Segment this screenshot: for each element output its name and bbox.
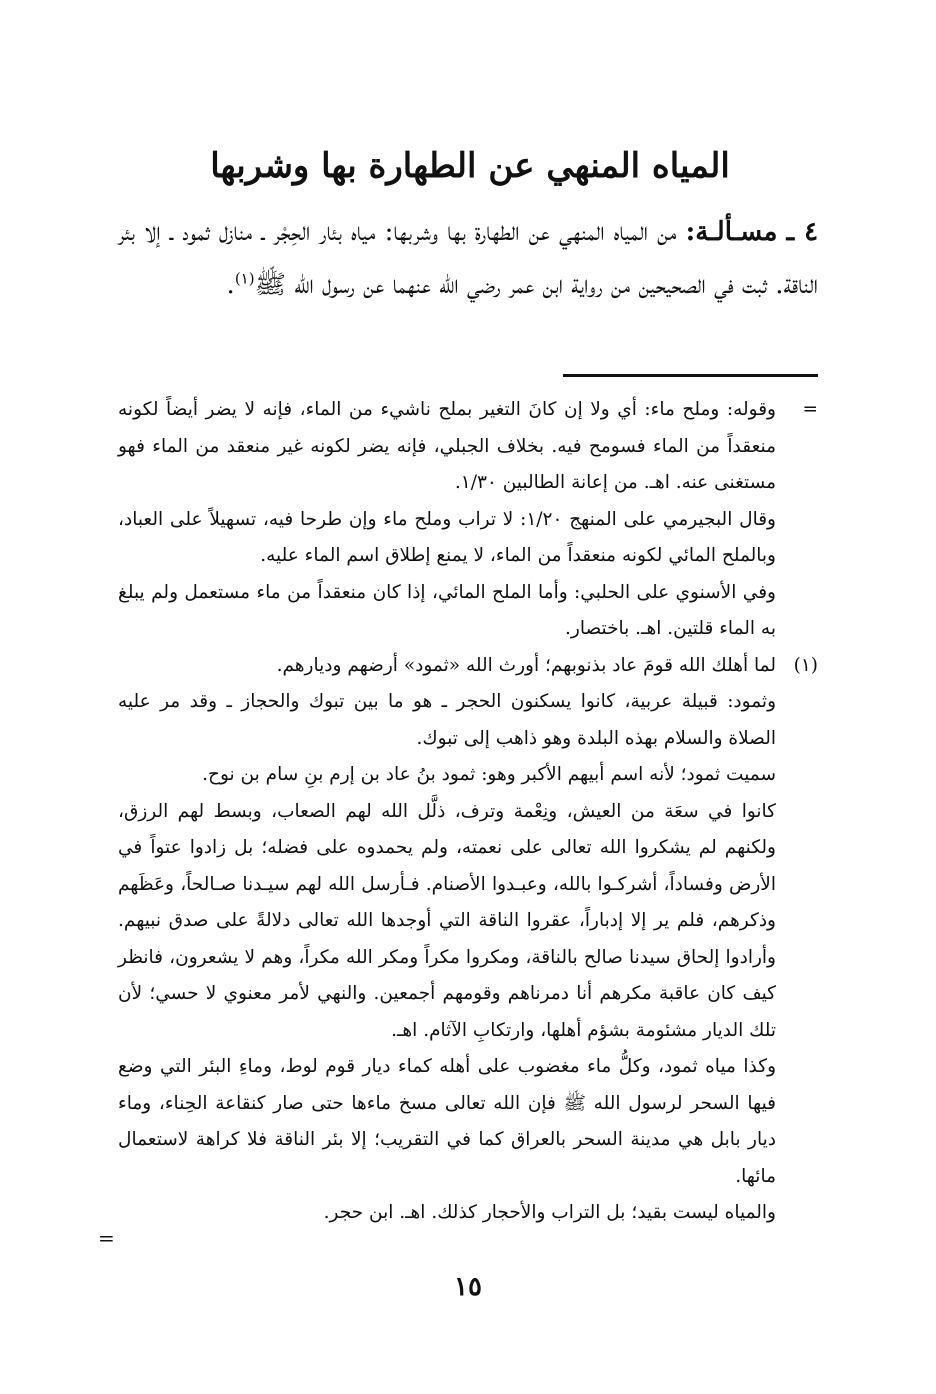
footnotes xyxy=(118,392,818,1232)
footnote-continuation xyxy=(118,392,818,648)
footnote-line: وقوله: وملح ماء: أي ولا إن كانَ التغير بملح ناشيء من الماء، فإنه لا يضر أيضاً لكونه منعقداً من الماء فسومح فيه. بخلاف الجبلي، فإنه يضر لكونه غير منعقد من الماء فهو مستغنى عنه. اهـ. من إعانة الطالبين ١/٣٠. xyxy=(118,399,776,493)
footnote-line: وفي الأسنوي على الحلبي: وأما الملح المائي، إذا كان منعقداً من ماء مستعمل ولم يبلغ به الماء قلتين. اهـ. باختصار. xyxy=(118,581,776,639)
footnote-line: والمياه ليست بقيد؛ بل التراب والأحجار كذلك. اهـ. ابن حجر. xyxy=(323,1202,776,1223)
issue-label: مسـألـة: xyxy=(685,217,778,247)
footnote-line: سميت ثمود؛ لأنه اسم أبيهم الأكبر وهو: ثمود بنُ عاد بن إرم بنِ سام بن نوح. xyxy=(202,764,776,785)
footnote-separator xyxy=(563,374,818,377)
footnote-reference: (١) xyxy=(234,269,255,288)
footnote-1 xyxy=(118,648,818,1232)
issue-number: ٤ ـ xyxy=(786,217,819,247)
issue-end: . xyxy=(226,270,235,300)
main-paragraph xyxy=(118,206,818,312)
footnote-line: وقال البجيرمي على المنهج ١/٢٠: لا تراب وملح ماء وإن طرحا فيه، تسهيلاً على العباد، وبالملح المائي لكونه منعقداً من الماء، لا يمنع إطلاق اسم الماء عليه. xyxy=(118,508,776,566)
page-number: ١٥ xyxy=(454,1272,482,1302)
footnote-1-marker: (١) xyxy=(793,654,818,676)
continues-marker: = xyxy=(98,1226,115,1250)
footnote-line: وكذا مياه ثمود، وكلُّ ماء مغضوب على أهله كماء ديار قوم لوط، وماءِ البئر التي وضع فيها السحر لرسول الله ﷺ فإن الله تعالى مسخ ماءها حتى صار كنقاعة الحِناء، وماء ديار بابل هي مدينة السحر بالعراق كما في التقريب؛ إلا بئر الناقة فلا كراهة لاستعمال مائها. xyxy=(118,1056,776,1187)
issue-text: من المياه المنهي عن الطهارة بها وشربها: مياه بئار الحِجْر ـ منازل ثمود ـ إلا بئر الناقة. ثبت في الصحيحين من رواية ابن عمر رضي الله عنهما عن رسول الله ﷺ xyxy=(118,217,818,300)
footnote-line: لما أهلك الله قومَ عاد بذنوبهم؛ أورث الله «ثمود» أرضهم وديارهم. xyxy=(276,654,776,676)
footnote-line: كانوا في سعَة من العيش، ونِعْمة وترف، ذلَّل الله لهم الصعاب، وبسط لهم الرزق، ولكنهم لم يشكروا الله تعالى على نعمته، ولم يحمدوه على فضله؛ بل زادوا عتواً في الأرض وفساداً، أشركـوا بالله، وعبـدوا الأصنام. فـأرسل الله لهم سيـدنا صـالحاً، وعَظَهم وذكرهم، فلم ير إلا إدباراً، عقروا الناقة التي أوجدها الله تعالى دلالةً على صدق نبيهم. وأرادوا إلحاق سيدنا صالح بالناقة، ومكروا مكراً ومكر الله مكراً، وهم لا يشعرون، فانظر كيف كان عاقبة مكرهم أنا دمرناهم وقومهم أجمعين. والنهي لأمر معنوي لا حسي؛ لأن تلك الديار مشئومة بشؤم أهلها، وارتكابِ الآثام. اهـ. xyxy=(118,800,776,1041)
continuation-marker: = xyxy=(802,399,818,420)
chapter-title: المياه المنهي عن الطهارة بها وشربها xyxy=(210,146,730,186)
footnote-line: وثمود: قبيلة عربية، كانوا يسكنون الحجر ـ هو ما بين تبوك والحجاز ـ وقد مر عليه الصلاة والسلام بهذه البلدة وهو ذاهب إلى تبوك. xyxy=(118,691,776,749)
